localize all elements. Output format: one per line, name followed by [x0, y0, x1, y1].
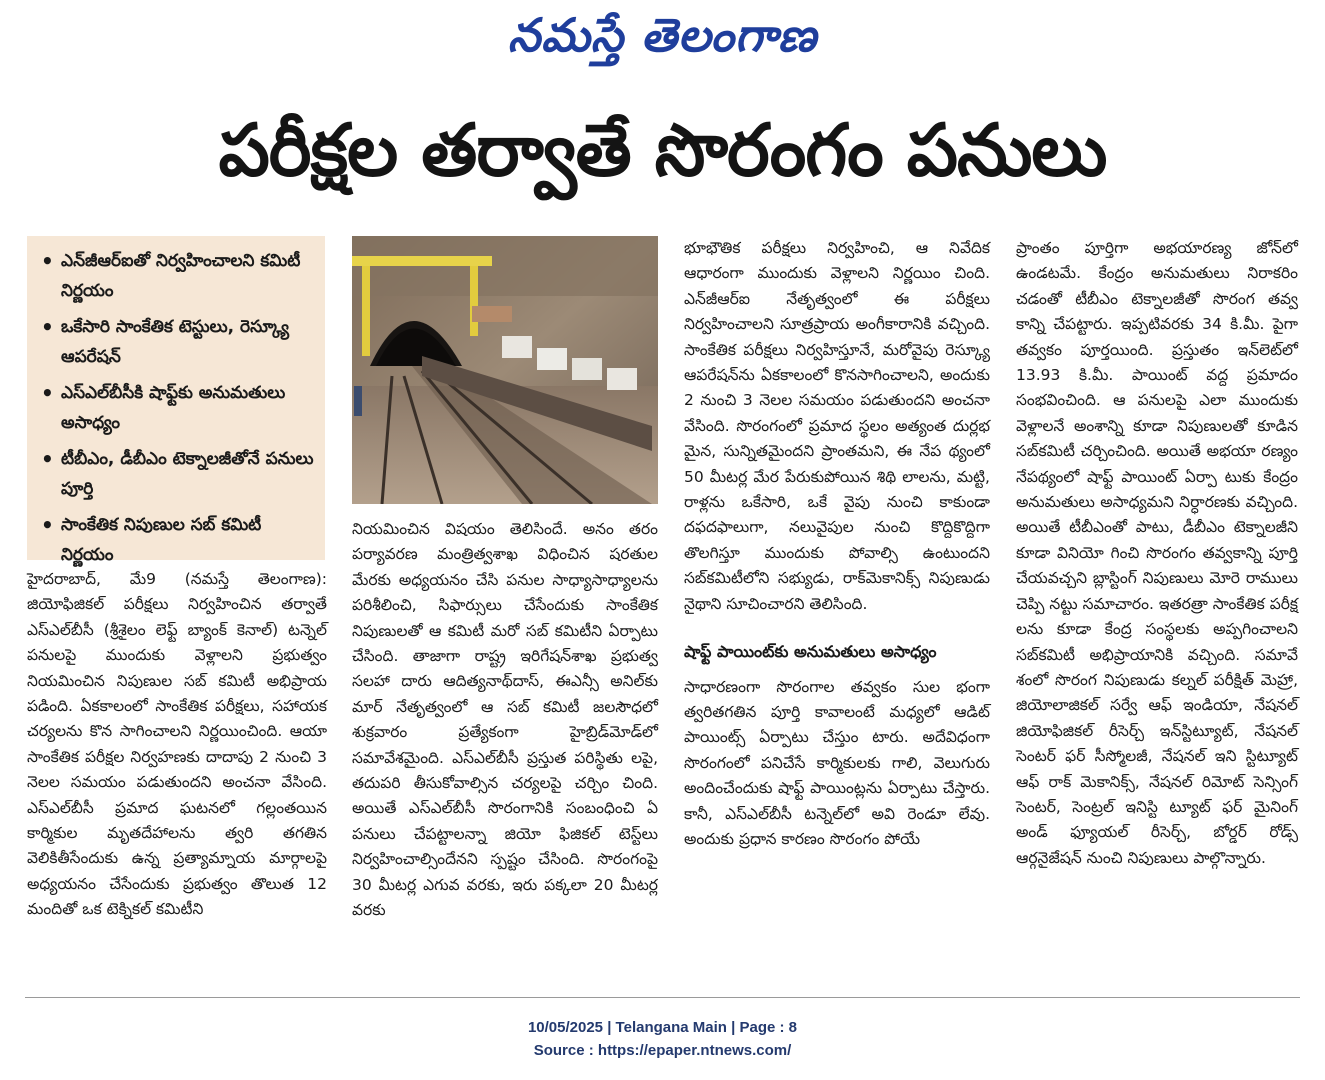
- highlight-text: టీబీఎం, డీబీఎం టెక్నాలజీతోనే పనులు పూర్తి: [61, 449, 314, 499]
- footer-source-link[interactable]: Source : https://epaper.ntnews.com/: [533, 1042, 792, 1059]
- headline: పరీక్షల తర్వాతే సొరంగం పనులు: [218, 108, 1107, 192]
- highlight-item: [35, 312, 317, 372]
- tunnel-photo-illustration: [352, 236, 658, 504]
- highlight-item: [35, 378, 317, 438]
- tunnel-photo: [352, 236, 658, 504]
- footer-divider: [25, 997, 1300, 998]
- highlights-box: [27, 236, 325, 565]
- footer-edition-info: 10/05/2025 | Telangana Main | Page : 8: [527, 1019, 798, 1036]
- bullet-icon: •: [41, 315, 54, 339]
- bullet-icon: •: [41, 447, 54, 471]
- bullet-icon: •: [41, 381, 54, 405]
- highlight-item: [35, 510, 317, 570]
- article-column-4: [1016, 236, 1298, 871]
- article-column-2: [352, 517, 658, 924]
- highlights-list: [35, 246, 317, 570]
- bullet-icon: •: [41, 249, 54, 273]
- highlight-text: ఒకేసారి సాంకేతిక టెస్టులు, రెస్క్యూ ఆపరేషన్: [61, 317, 290, 367]
- highlight-item: [35, 444, 317, 504]
- article-paragraph: నియమించిన విషయం తెలిసిందే. అనం తరం పర్యావరణ మంత్రిత్వశాఖ విధించిన షరతుల మేరకు అధ్యయనం చేసి పనుల సాధ్యాసాధ్యాలను పరిశీలించి, సిఫార్సులు చేసేందుకు సాంకేతిక నిపుణులతో ఆ కమిటీ మరో సబ్ కమిటీని ఏర్పాటు చేసింది. తాజాగా రాష్ట్ర ఇరిగేషన్‌శాఖ ప్రభుత్వ సలహా దారు ఆదిత్యనాథ్‌దాస్, ఈఎన్సీ అనిల్‌కు మార్ నేతృత్వంలో ఆ సబ్ కమిటీ జలసౌధలో శుక్రవారం ప్రత్యేకంగా హైబ్రిడ్‌మోడ్‌లో సమావేశమైంది. ఎస్‌ఎల్‌బీసీ ప్రస్తుత పరిస్థితు లపై, తదుపరి తీసుకోవాల్సిన చర్యలపై చర్చిం చింది. అయితే ఎస్‌ఎల్‌బీసీ సొరంగానికి సంబంధించి ఏ పనులు చేపట్టాలన్నా జియో ఫిజికల్ టెస్ట్‌లు నిర్వహించాల్సిందేనని స్పష్టం చేసింది. సొరంగంపై 30 మీటర్ల ఎగువ వరకు, ఇరు పక్కలా 20 మీటర్ల వరకు: [352, 520, 658, 920]
- subheading: షాఫ్ట్ పాయింట్‌కు అనుమతులు అసాధ్యం: [684, 642, 937, 662]
- highlight-text: ఎస్‌ఎల్‌బీసీకి షాఫ్ట్‌కు అనుమతులు అసాధ్యం: [61, 383, 286, 433]
- bullet-icon: •: [41, 513, 54, 537]
- article-column-3: [684, 236, 990, 852]
- article-column-1: [27, 567, 327, 923]
- masthead-logo: నమస్తే తెలంగాణ: [507, 8, 818, 62]
- article-paragraph: సాధారణంగా సొరంగాల తవ్వకం సుల భంగా త్వరితగతిన పూర్తి కావాలంటే మధ్యలో ఆడిట్ పాయింట్స్ ఏర్పాటు చేస్తుం టారు. అదేవిధంగా సొరంగంలో పనిచేసే కార్మికులకు గాలి, వెలుగురు అందించేందుకు షాఫ్ట్ పాయింట్లను ఏర్పాటు చేస్తారు. కానీ, ఎస్‌ఎల్‌బీసీ టన్నెల్‌లో అవి రెండూ లేవు. అందుకు ప్రధాన కారణం సొరంగం పోయే: [684, 677, 990, 848]
- highlight-item: [35, 246, 317, 306]
- article-paragraph: భూభౌతిక పరీక్షలు నిర్వహించి, ఆ నివేదిక ఆధారంగా ముందుకు వెళ్లాలని నిర్ణయిం చింది. ఎన్‌జీఆర్‌ఐ నేతృత్వంలో ఈ పరీక్షలు నిర్వహించాలని సూత్రప్రాయ అంగీకారానికి వచ్చింది. సాంకేతిక పరీక్షలు నిర్వహిస్తూనే, మరోవైపు రెస్క్యూ ఆపరేషన్‌ను ఏకకాలంలో కొనసాగించాలని, అందుకు 2 నుంచి 3 నెలల సమయం పడుతుందని అంచనా వేసింది. సొరంగంలో ప్రమాద స్థలం అత్యంత దుర్లభ మైన, సున్నితమైందని ప్రాంతమని, ఈ నేప థ్యంలో 50 మీటర్ల మేర పేరుకుపోయిన శిథి లాలను, మట్టి, రాళ్లను ఒకేసారి, ఒకే వైపు నుంచి కాకుండా దఫదఫాలుగా, నలువైపుల నుంచి కొద్దికొద్దిగా తొలగిస్తూ ముందుకు పోవాల్సి ఉంటుందని సబ్‌కమిటీలోని సభ్యుడు, రాక్‌మెకానిక్స్ నిపుణుడు నైథాని సూచించారని తెలిసింది.: [684, 239, 990, 613]
- highlight-text: ఎన్‌జీఆర్‌ఐతో నిర్వహించాలని కమిటీ నిర్ణయం: [61, 251, 301, 301]
- article-paragraph: ప్రాంతం పూర్తిగా అభయారణ్య జోన్‌లో ఉండటమే. కేంద్రం అనుమతులు నిరాకరిం చడంతో టీబీఎం టెక్నాలజీతో సొరంగ తవ్వ కాన్ని చేపట్టారు. ఇప్పటివరకు 34 కి.మీ. పైగా తవ్వకం పూర్తయింది. ప్రస్తుతం ఇన్‌లెట్‌లో 13.93 కి.మీ. పాయింట్ వద్ద ప్రమాదం సంభవించింది. ఆ పనులపై ఎలా ముందుకు వెళ్లాలనే అంశాన్ని కూడా నిపుణులతో కూడిన సబ్‌కమిటీ చర్చించింది. అయితే అభయా రణ్యం నేపథ్యంలో షాఫ్ట్ పాయింట్ ఏర్పా టుకు కేంద్రం అనుమతులు అసాధ్యమని నిర్ధారణకు వచ్చింది. అయితే టీబీఎంతో పాటు, డీబీఎం టెక్నాలజీని కూడా వినియో గించి సొరంగం తవ్వకాన్ని పూర్తి చేయవచ్చని బ్లాస్టింగ్ నిపుణులు మోరె రాములు చెప్పి నట్టు సమాచారం. ఇతరత్రా సాంకేతిక పరీక్ష లను కూడా కేంద్ర సంస్థలకు అప్పగించాలని సబ్‌కమిటీ అభిప్రాయానికి వచ్చింది. సమావే శంలో సొరంగ నిపుణుడు కల్నల్ పరీక్షిత్ మెహ్రా, జియోలాజికల్ సర్వే ఆఫ్ ఇండియా, నేషనల్ జియోఫిజికల్ రీసెర్చ్ ఇన్‌స్టిట్యూట్, నేషనల్ సెంటర్ ఫర్ సీస్మోలజీ, నేషనల్ ఇని స్టిట్యూట్ ఆఫ్ రాక్ మెకానిక్స్, నేషనల్ రిమోట్ సెన్సింగ్ సెంటర్, సెంట్రల్ ఇనిస్టి ట్యూట్ ఫర్ మైనింగ్ అండ్ ఫ్యూయల్ రీసెర్చ్, బోర్డర్ రోడ్స్ ఆర్గనైజేషన్ నుంచి నిపుణులు పాల్గొన్నారు.: [1016, 239, 1298, 867]
- article-paragraph: హైదరాబాద్, మే9 (నమస్తే తెలంగాణ): జియోఫిజికల్ పరీక్షలు నిర్వహించిన తర్వాతే ఎస్‌ఎల్‌బీసీ (శ్రీశైలం లెఫ్ట్ బ్యాంక్ కెనాల్) టన్నెల్ పనులపై ముందుకు వెళ్లాలని ప్రభుత్వం నియమించిన నిపుణుల సబ్ కమిటీ అభిప్రాయ పడింది. ఏకకాలంలో సాంకేతిక పరీక్షలు, సహాయక చర్యలను కొన సాగించాలని నిర్ణయించింది. ఆయా సాంకేతిక పరీక్షల నిర్వహణకు దాదాపు 2 నుంచి 3 నెలల సమయం పడుతుందని అంచనా వేసింది. ఎస్‌ఎల్‌బీసీ ప్రమాద ఘటనలో గల్లంతయిన కార్మికుల మృతదేహాలను త్వరి తగతిన వెలికితీసేందుకు ఉన్న ప్రత్యామ్నాయ మార్గాలపై అధ్యయనం చేసేందుకు ప్రభుత్వం తొలుత 12 మందితో ఒక టెక్నికల్ కమిటీని: [27, 570, 327, 919]
- highlight-text: సాంకేతిక నిపుణుల సబ్ కమిటీ నిర్ణయం: [61, 515, 262, 565]
